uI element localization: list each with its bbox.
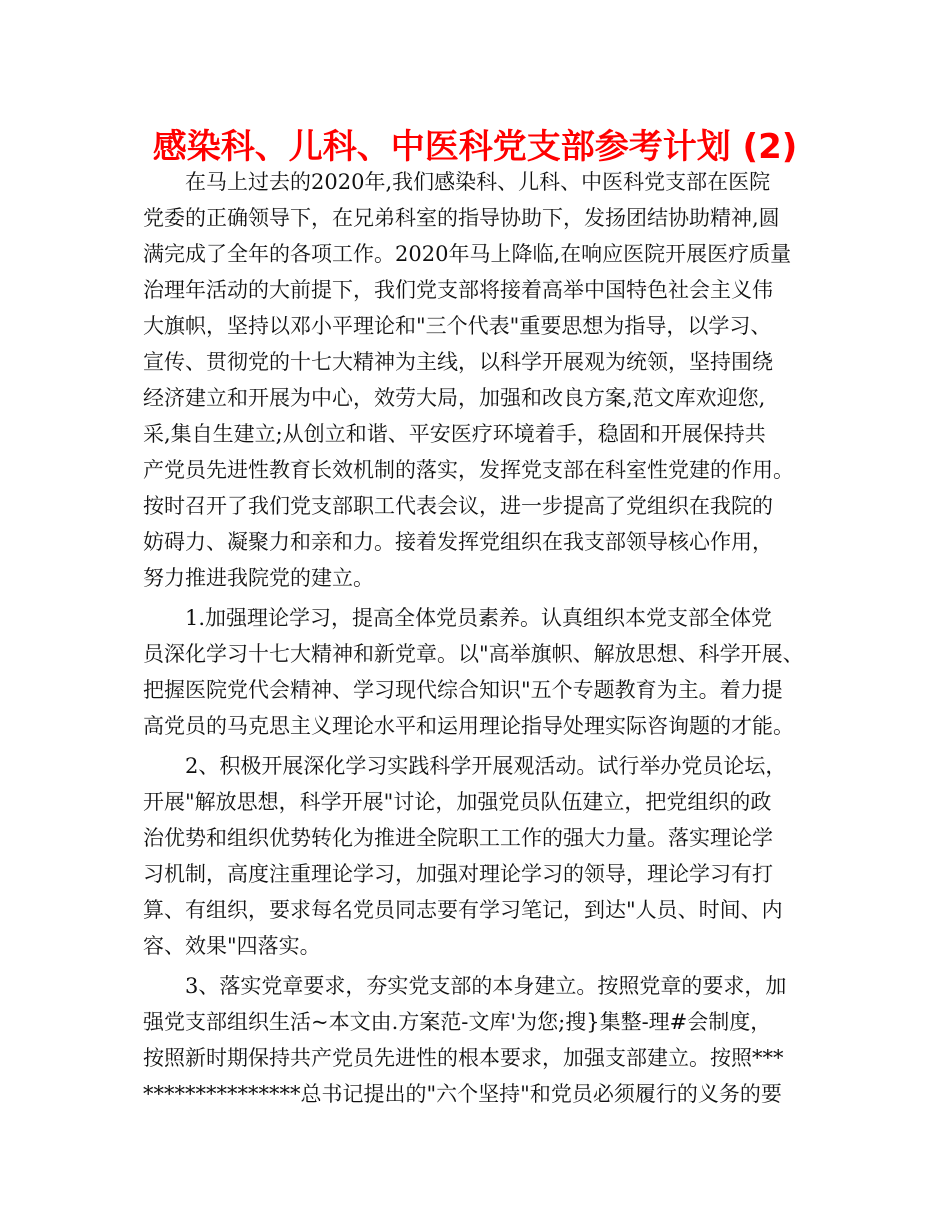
body-line: 大旗帜，坚持以邓小平理论和"三个代表"重要思想为指导，以学习、 xyxy=(143,314,772,338)
body-line: 治优势和组织优势转化为推进全院职工工作的强大力量。落实理论学 xyxy=(143,826,773,850)
body-line: 采,集自生建立;从创立和谐、平安医疗环境着手，稳固和开展保持共 xyxy=(143,422,766,446)
body-line: 宣传、贯彻党的十七大精神为主线，以科学开展观为统领，坚持围绕 xyxy=(143,350,773,374)
body-line: 3、落实党章要求，夯实党支部的本身建立。按照党章的要求，加 xyxy=(143,974,787,998)
body-line: 2、积极开展深化学习实践科学开展观活动。试行举办党员论坛， xyxy=(143,754,787,778)
document-title: 感染科、儿科、中医科党支部参考计划 (2) xyxy=(152,127,798,167)
body-line: 习机制，高度注重理论学习，加强对理论学习的领导，理论学习有打 xyxy=(143,862,773,886)
body-line: 按时召开了我们党支部职工代表会议，进一步提高了党组织在我院的 xyxy=(143,494,773,518)
body-line: 经济建立和开展为中心，效劳大局，加强和改良方案,范文库欢迎您, xyxy=(143,386,766,410)
body-line: 产党员先进性教育长效机制的落实，发挥党支部在科室性党建的作用。 xyxy=(143,458,794,482)
body-line: 满完成了全年的各项工作。2020年马上降临,在响应医院开展医疗质量 xyxy=(143,242,792,266)
body-line: 算、有组织，要求每名党员同志要有学习笔记，到达"人员、时间、内 xyxy=(143,898,783,922)
body-line: ***************总书记提出的"六个坚持"和党员必须履行的义务的要 xyxy=(143,1082,782,1106)
body-line: 1.加强理论学习，提高全体党员素养。认真组织本党支部全体党 xyxy=(143,606,773,630)
body-line: 按照新时期保持共产党员先进性的根本要求，加强支部建立。按照*** xyxy=(143,1046,784,1070)
body-line: 努力推进我院党的建立。 xyxy=(143,566,374,590)
body-line: 员深化学习十七大精神和新党章。以"高举旗帜、解放思想、科学开展、 xyxy=(143,642,804,666)
body-line: 妨碍力、凝聚力和亲和力。接着发挥党组织在我支部领导核心作用， xyxy=(143,530,773,554)
body-line: 党委的正确领导下，在兄弟科室的指导协助下，发扬团结协助精神,圆 xyxy=(143,206,780,230)
body-line: 在马上过去的2020年,我们感染科、儿科、中医科党支部在医院 xyxy=(143,170,771,194)
body-line: 治理年活动的大前提下，我们党支部将接着高举中国特色社会主义伟 xyxy=(143,278,773,302)
body-line: 容、效果"四落实。 xyxy=(143,934,321,958)
body-line: 强党支部组织生活~本文由.方案范-文库'为您;搜}集整-理#会制度， xyxy=(143,1010,772,1034)
body-line: 开展"解放思想，科学开展"讨论，加强党员队伍建立，把党组织的政 xyxy=(143,790,772,814)
body-line: 把握医院党代会精神、学习现代综合知识"五个专题教育为主。着力提 xyxy=(143,678,783,702)
body-line: 高党员的马克思主义理论水平和运用理论指导处理实际咨询题的才能。 xyxy=(143,714,794,738)
